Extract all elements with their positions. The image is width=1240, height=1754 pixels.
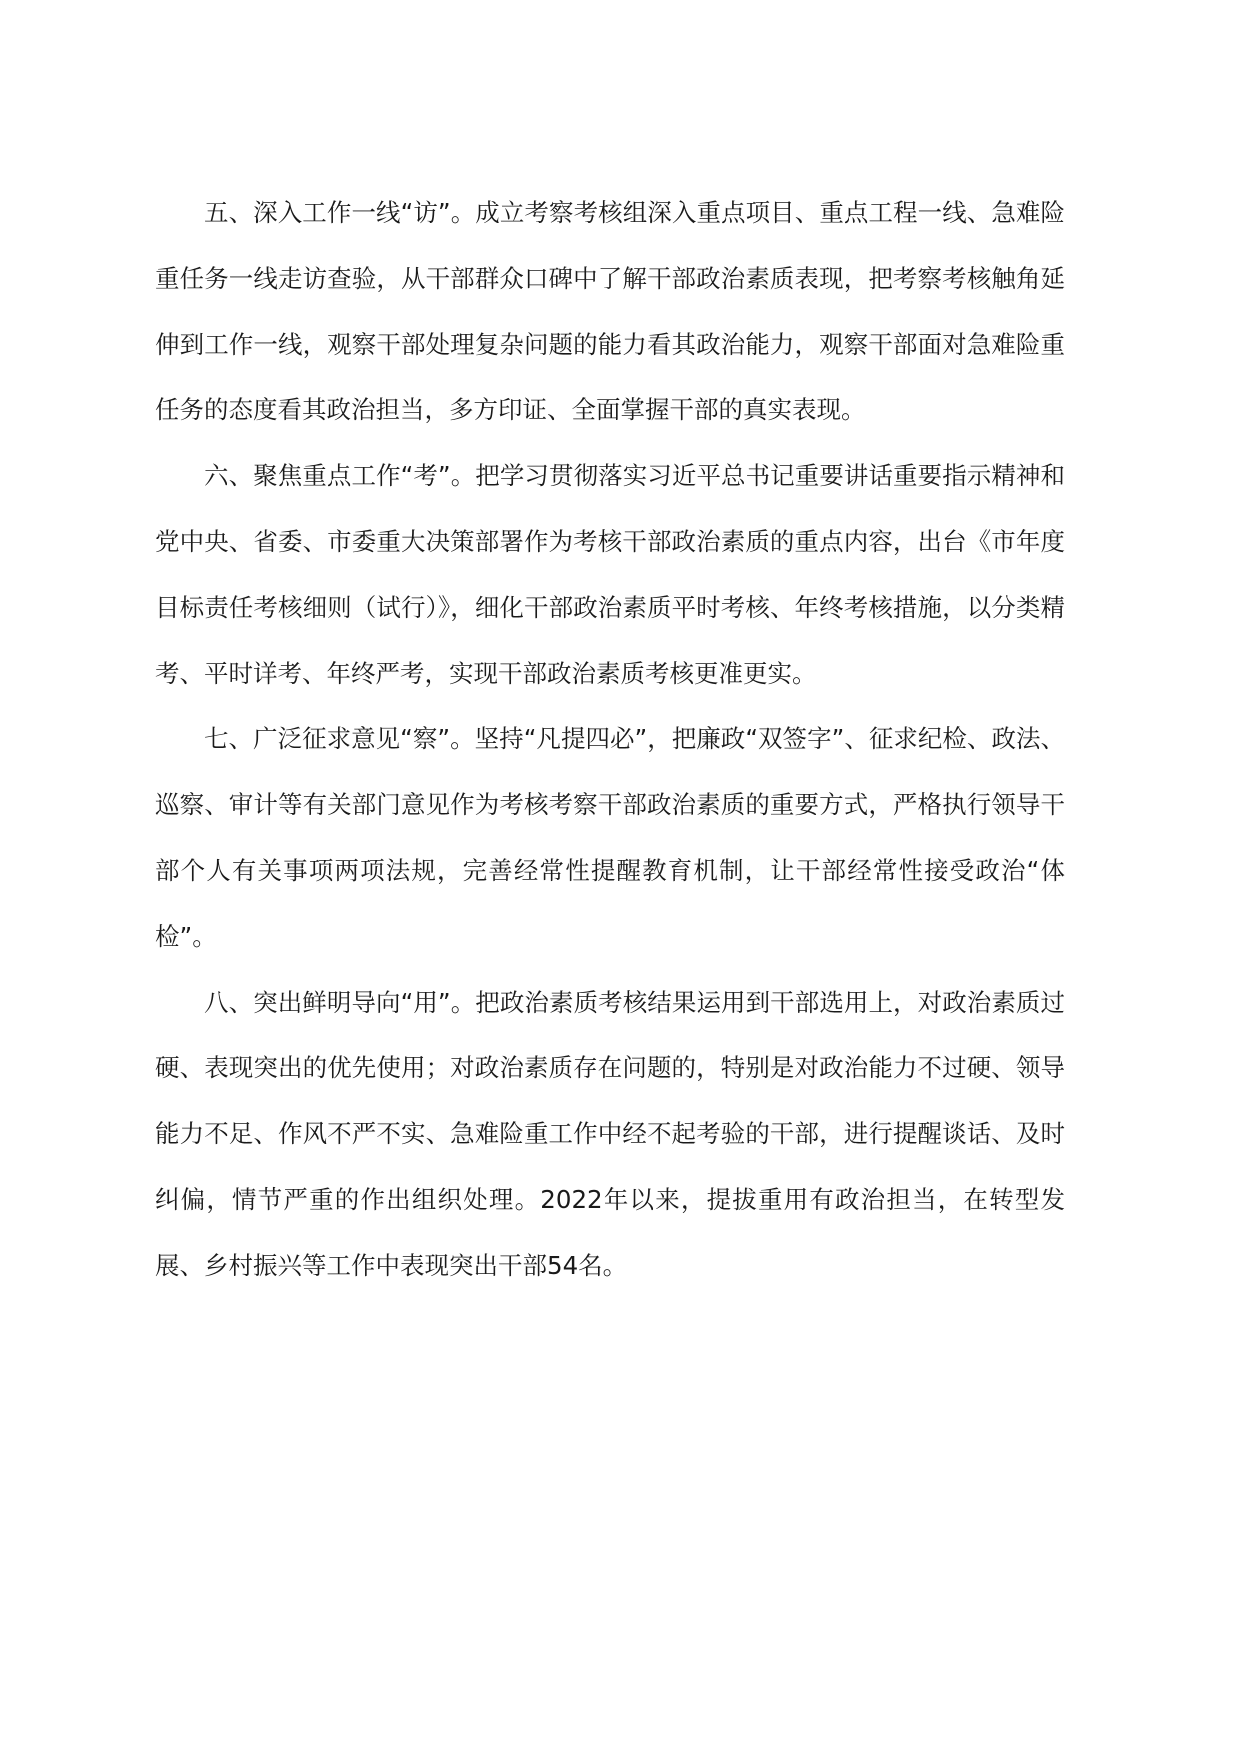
paragraph-eight-use: 八、突出鲜明导向“用”。把政治素质考核结果运用到干部选用上，对政治素质过硬、表现突出的优先使用；对政治素质存在问题的，特别是对政治能力不过硬、领导能力不足、作风不严不实、急难险重工作中经不起考验的干部，进行提醒谈话、及时纠偏，情节严重的作出组织处理。2022年以来，提拔重用有政治担当，在转型发展、乡村振兴等工作中表现突出干部54名。 [155, 987, 1065, 1280]
paragraph-six-assess: 六、聚焦重点工作“考”。把学习贯彻落实习近平总书记重要讲话重要指示精神和党中央、省委、市委重大决策部署作为考核干部政治素质的重点内容，出台《市年度目标责任考核细则（试行）》，细化干部政治素质平时考核、年终考核措施，以分类精考、平时详考、年终严考，实现干部政治素质考核更准更实。 [155, 461, 1065, 688]
paragraph-five-visit: 五、深入工作一线“访”。成立考察考核组深入重点项目、重点工程一线、急难险重任务一线走访查验，从干部群众口碑中了解干部政治素质表现，把考察考核触角延伸到工作一线，观察干部处理复杂问题的能力看其政治能力，观察干部面对急难险重任务的态度看其政治担当，多方印证、全面掌握干部的真实表现。 [155, 198, 1065, 425]
paragraph-seven-observe: 七、广泛征求意见“察”。坚持“凡提四必”，把廉政“双签字”、征求纪检、政法、巡察、审计等有关部门意见作为考核考察干部政治素质的重要方式，严格执行领导干部个人有关事项两项法规，完善经常性提醒教育机制，让干部经常性接受政治“体检”。 [155, 724, 1065, 951]
document-body [155, 180, 1065, 1299]
